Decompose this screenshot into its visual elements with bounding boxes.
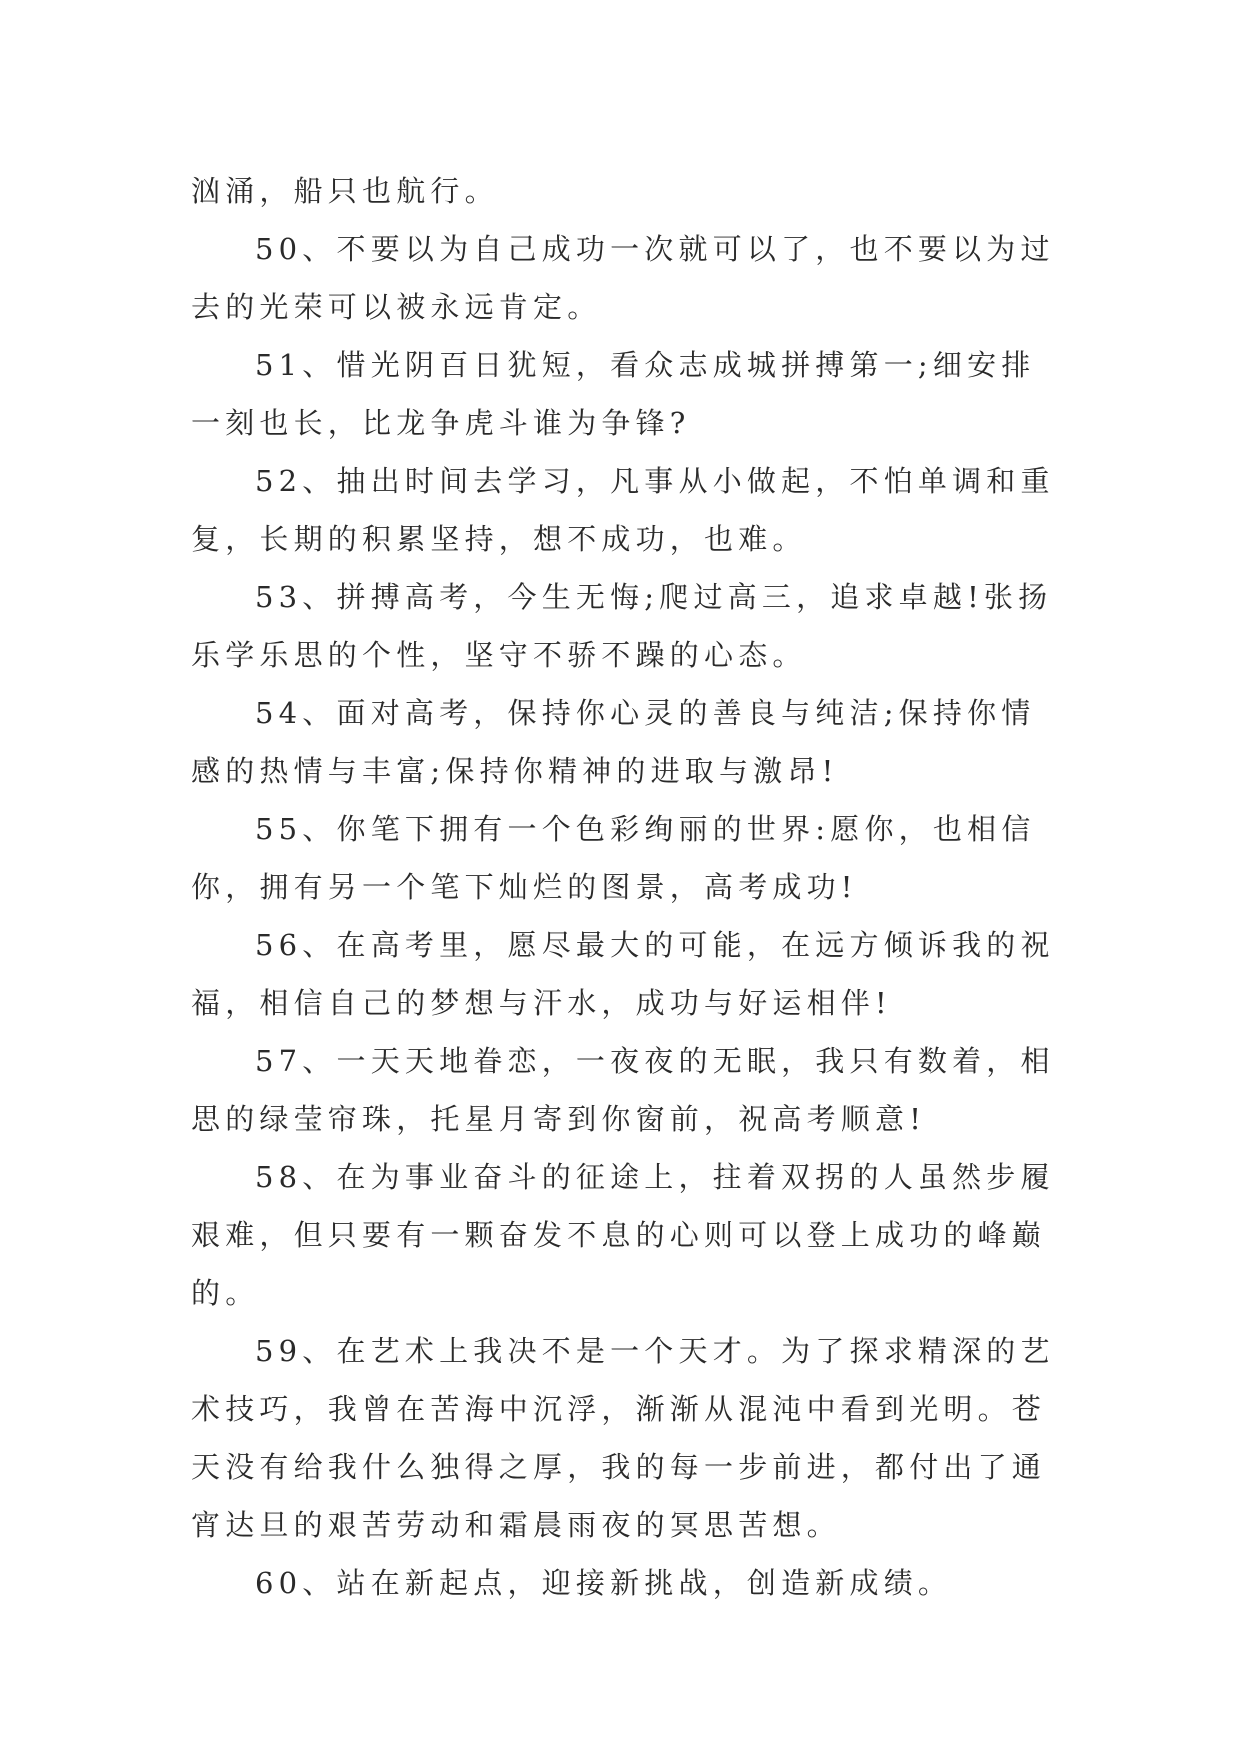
paragraph-54: 54、面对高考，保持你心灵的善良与纯洁;保持你情感的热情与丰富;保持你精神的进取与激昂! [191, 696, 1036, 788]
paragraph-56: 56、在高考里，愿尽最大的可能，在远方倾诉我的祝福，相信自己的梦想与汗水，成功与好运相伴! [191, 928, 1055, 1020]
paragraph-59: 59、在艺术上我决不是一个天才。为了探求精深的艺术技巧，我曾在苦海中沉浮，渐渐从混沌中看到光明。苍天没有给我什么独得之厚，我的每一步前进，都付出了通宵达旦的艰苦劳动和霜晨雨夜的冥思苦想。 [191, 1334, 1055, 1542]
paragraph-continuation: 汹涌，船只也航行。 [191, 174, 499, 208]
paragraph-51: 51、惜光阴百日犹短，看众志成城拼搏第一;细安排一刻也长，比龙争虎斗谁为争锋? [191, 348, 1036, 440]
document-body [191, 162, 1061, 1612]
paragraph-50: 50、不要以为自己成功一次就可以了，也不要以为过去的光荣可以被永远肯定。 [191, 232, 1055, 324]
paragraph-53: 53、拼搏高考，今生无悔;爬过高三，追求卓越!张扬乐学乐思的个性，坚守不骄不躁的心态。 [191, 580, 1053, 672]
paragraph-58: 58、在为事业奋斗的征途上，拄着双拐的人虽然步履艰难，但只要有一颗奋发不息的心则可以登上成功的峰巅的。 [191, 1160, 1055, 1310]
paragraph-60: 60、站在新起点，迎接新挑战，创造新成绩。 [255, 1566, 953, 1600]
paragraph-55: 55、你笔下拥有一个色彩绚丽的世界:愿你，也相信你，拥有另一个笔下灿烂的图景，高考成功! [191, 812, 1036, 904]
paragraph-52: 52、抽出时间去学习，凡事从小做起，不怕单调和重复，长期的积累坚持，想不成功，也难。 [191, 464, 1055, 556]
paragraph-57: 57、一天天地眷恋，一夜夜的无眠，我只有数着，相思的绿莹帘珠，托星月寄到你窗前，祝高考顺意! [191, 1044, 1055, 1136]
